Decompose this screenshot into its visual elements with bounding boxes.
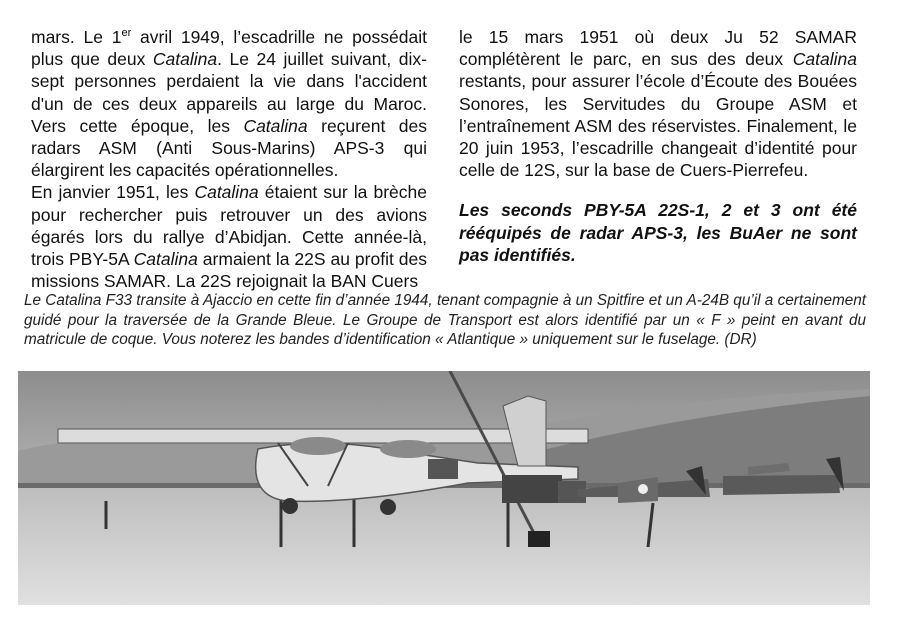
photo-caption: Le Catalina F33 transite à Ajaccio en cette fin d’année 1944, tenant compagnie à un Spitfire et un A-24B qu’il a certainement guidé pour la traversée de la Grande Bleue. Le Groupe de Transport est alors identifié par un « F » peint en avant du matricule de coque. Vous noterez les bandes d’identification « Atlantique » uniquement sur le fuselage. (DR) — [24, 292, 866, 348]
right-text-column — [459, 26, 857, 266]
left-text-column — [31, 26, 427, 292]
paragraph: mars. Le 1er avril 1949, l’escadrille ne possédait plus que deux Catalina. Le 24 juillet suivant, dix-sept personnes perdaient la vie dans l'accident d'un de ces deux appareils au large du Maroc. Vers cette époque, les Catalina reçurent des radars ASM (Anti Sous-Marins) APS-3 qui élargirent les capacités opérationnelles. — [31, 27, 427, 181]
paragraph: En janvier 1951, les Catalina étaient sur la brèche pour rechercher puis retrouver un des avions égarés lors du rallye d’Abidjan. Cette année-là, trois PBY-5A Catalina armaient la 22S au profit des missions SAMAR. La 22S rejoignait la BAN Cuers — [31, 182, 427, 292]
catalina-photo — [18, 371, 870, 605]
paragraph: le 15 mars 1951 où deux Ju 52 SAMAR complétèrent le parc, en sus des deux Catalina restants, pour assurer l’école d’Écoute des Bouées Sonores, les Servitudes du Groupe ASM et l’entraînement ASM des réservistes. Finalement, le 20 juin 1953, l’escadrille changeait d’identité pour celle de 12S, sur la base de Cuers-Pierrefeu. — [459, 27, 857, 181]
bold-caption: Les seconds PBY-5A 22S-1, 2 et 3 ont été rééquipés de radar APS-3, les BuAer ne sont pas identifiés. — [459, 200, 857, 265]
